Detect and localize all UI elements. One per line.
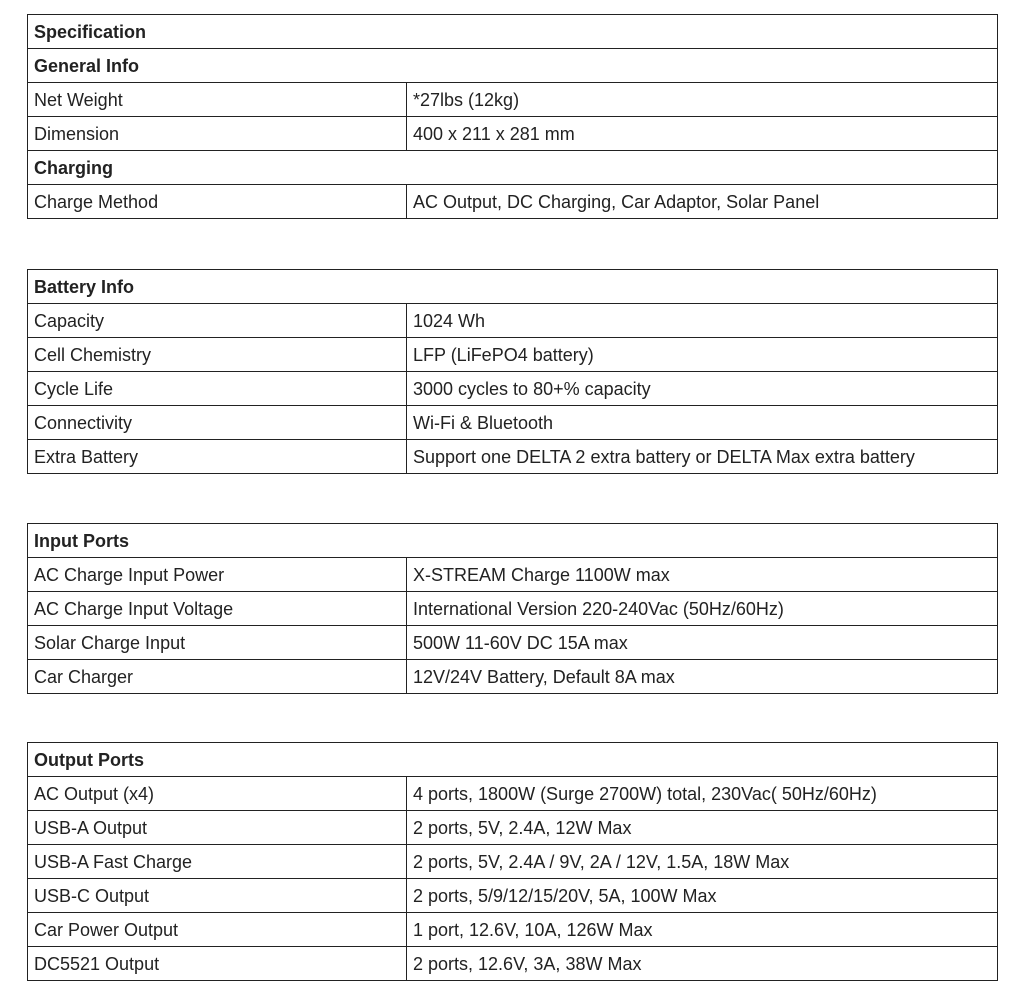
spec-label: USB-A Output — [28, 811, 407, 845]
table-row — [28, 879, 998, 913]
table-row — [28, 185, 998, 219]
spec-value: 2 ports, 5/9/12/15/20V, 5A, 100W Max — [407, 879, 998, 913]
table-row — [28, 372, 998, 406]
section-header-row — [28, 524, 998, 558]
table-row — [28, 592, 998, 626]
spec-value: 500W 11-60V DC 15A max — [407, 626, 998, 660]
table-row — [28, 338, 998, 372]
spec-label: AC Output (x4) — [28, 777, 407, 811]
spec-label: Solar Charge Input — [28, 626, 407, 660]
table-row — [28, 811, 998, 845]
spec-label: AC Charge Input Voltage — [28, 592, 407, 626]
table-title-row — [28, 15, 998, 49]
section-header-row — [28, 270, 998, 304]
spec-value: LFP (LiFePO4 battery) — [407, 338, 998, 372]
table-row — [28, 83, 998, 117]
table-row — [28, 304, 998, 338]
section-header-general-info: General Info — [28, 49, 998, 83]
spec-value: Wi-Fi & Bluetooth — [407, 406, 998, 440]
section-header-input-ports: Input Ports — [28, 524, 998, 558]
section-header-charging: Charging — [28, 151, 998, 185]
table-row — [28, 845, 998, 879]
table-row — [28, 440, 998, 474]
spec-label: Cycle Life — [28, 372, 407, 406]
output-ports-table — [27, 742, 998, 981]
spec-value: 3000 cycles to 80+% capacity — [407, 372, 998, 406]
spec-label: AC Charge Input Power — [28, 558, 407, 592]
spec-value: 2 ports, 5V, 2.4A, 12W Max — [407, 811, 998, 845]
spec-value: 400 x 211 x 281 mm — [407, 117, 998, 151]
table-row — [28, 913, 998, 947]
spec-value: 4 ports, 1800W (Surge 2700W) total, 230Vac( 50Hz/60Hz) — [407, 777, 998, 811]
table-row — [28, 558, 998, 592]
section-header-row — [28, 151, 998, 185]
spec-value: 12V/24V Battery, Default 8A max — [407, 660, 998, 694]
table-row — [28, 777, 998, 811]
spec-label: Connectivity — [28, 406, 407, 440]
general-spec-table — [27, 14, 998, 219]
spec-label: Dimension — [28, 117, 407, 151]
spec-value: International Version 220-240Vac (50Hz/60Hz) — [407, 592, 998, 626]
spec-label: Net Weight — [28, 83, 407, 117]
section-header-output-ports: Output Ports — [28, 743, 998, 777]
spec-value: 1024 Wh — [407, 304, 998, 338]
spec-label: USB-C Output — [28, 879, 407, 913]
spec-value: 2 ports, 12.6V, 3A, 38W Max — [407, 947, 998, 981]
spec-value: *27lbs (12kg) — [407, 83, 998, 117]
section-header-battery-info: Battery Info — [28, 270, 998, 304]
table-row — [28, 626, 998, 660]
spec-value: X-STREAM Charge 1100W max — [407, 558, 998, 592]
spec-label: Car Power Output — [28, 913, 407, 947]
table-title: Specification — [28, 15, 998, 49]
spec-value: 1 port, 12.6V, 10A, 126W Max — [407, 913, 998, 947]
spec-label: Cell Chemistry — [28, 338, 407, 372]
spec-value: Support one DELTA 2 extra battery or DELTA Max extra battery — [407, 440, 998, 474]
table-row — [28, 117, 998, 151]
table-row — [28, 660, 998, 694]
spec-label: USB-A Fast Charge — [28, 845, 407, 879]
input-ports-table — [27, 523, 998, 694]
section-header-row — [28, 49, 998, 83]
spec-label: DC5521 Output — [28, 947, 407, 981]
spec-label: Extra Battery — [28, 440, 407, 474]
spec-value: AC Output, DC Charging, Car Adaptor, Solar Panel — [407, 185, 998, 219]
section-header-row — [28, 743, 998, 777]
table-row — [28, 406, 998, 440]
spec-label: Car Charger — [28, 660, 407, 694]
spec-value: 2 ports, 5V, 2.4A / 9V, 2A / 12V, 1.5A, 18W Max — [407, 845, 998, 879]
spec-label: Capacity — [28, 304, 407, 338]
battery-info-table — [27, 269, 998, 474]
table-row — [28, 947, 998, 981]
spec-label: Charge Method — [28, 185, 407, 219]
